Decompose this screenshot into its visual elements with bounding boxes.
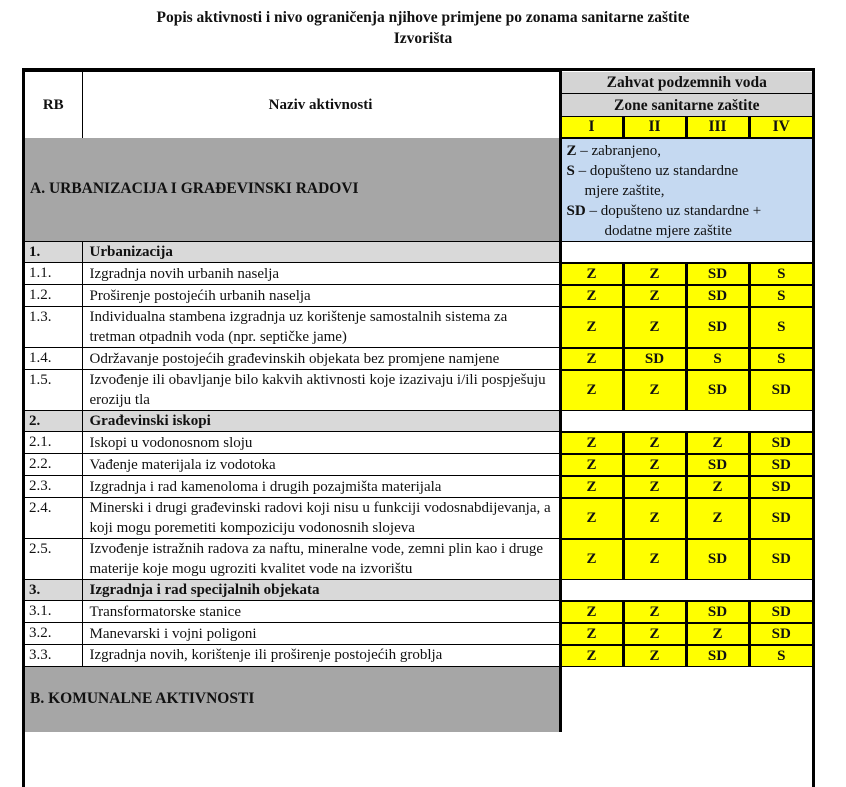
header-activity-name: Naziv aktivnosti [82,72,560,138]
zone-ii-value: Z [623,285,686,307]
row-number: 2.3. [25,476,82,498]
table-row [25,348,812,370]
zone-i-value: Z [560,432,623,454]
zone-iv-value: SD [749,454,812,476]
header-groundwater-intake: Zahvat podzemnih voda [560,72,812,94]
row-number: 2.1. [25,432,82,454]
group-title: Građevinski iskopi [82,411,560,432]
group-number: 3. [25,580,82,601]
activity-name: Izvođenje istražnih radova za naftu, mineralne vode, zemni plin kao i druge materije koje mogu ugroziti kvalitet vode na izvorištu [82,539,560,580]
group-blank-cell [560,242,812,263]
row-number: 1.4. [25,348,82,370]
zone-i-value: Z [560,601,623,623]
header-zone-ii: II [623,116,686,137]
row-number: 1.2. [25,285,82,307]
activity-name: Izgradnja novih, korištenje ili proširenje postojećih groblja [82,645,560,667]
legend-sd-text-cont: dodatne mjere zaštite [604,222,732,239]
zone-iii-value: SD [686,645,749,667]
legend-s-text-cont: mjere zaštite, [584,182,665,199]
zone-ii-value: Z [623,370,686,411]
activity-name: Manevarski i vojni poligoni [82,623,560,645]
zone-iii-value: SD [686,307,749,348]
group-title: Izgradnja i rad specijalnih objekata [82,580,560,601]
group-number: 1. [25,242,82,263]
legend-s-text: – dopušteno uz standardne [574,162,739,179]
section-b-row [25,666,812,732]
zone-iii-value: S [686,348,749,370]
zone-i-value: Z [560,454,623,476]
section-a-heading: A. URBANIZACIJA I GRAĐEVINSKI RADOVI [25,138,560,242]
restrictions-table [25,71,812,732]
zone-iii-value: SD [686,370,749,411]
row-number: 3.1. [25,601,82,623]
zone-iv-value: S [749,645,812,667]
zone-i-value: Z [560,498,623,539]
zone-iii-value: Z [686,623,749,645]
zone-i-value: Z [560,370,623,411]
group-blank-cell [560,580,812,601]
zone-iv-value: S [749,348,812,370]
zone-ii-value: Z [623,454,686,476]
activity-name: Izgradnja novih urbanih naselja [82,263,560,285]
row-number: 1.3. [25,307,82,348]
section-b-blank-cell [560,666,812,732]
document-title [0,7,846,49]
group-row [25,242,812,263]
table-row [25,645,812,667]
zone-i-value: Z [560,476,623,498]
zone-iv-value: SD [749,539,812,580]
legend-sd-text: – dopušteno uz standardne + [585,202,762,219]
row-number: 2.4. [25,498,82,539]
group-row [25,580,812,601]
table-row [25,539,812,580]
table-row [25,432,812,454]
legend-z-text: – zabranjeno, [576,142,662,159]
zone-i-value: Z [560,348,623,370]
row-number: 1.1. [25,263,82,285]
table-row [25,263,812,285]
zone-ii-value: Z [623,263,686,285]
group-blank-cell [560,411,812,432]
zone-iii-value: Z [686,476,749,498]
zone-ii-value: Z [623,539,686,580]
activity-name: Minerski i drugi građevinski radovi koji nisu u funkciji vodosnabdijevanja, a koji mogu poremetiti kompoziciju vodonosnih slojeva [82,498,560,539]
table-row [25,307,812,348]
row-number: 2.2. [25,454,82,476]
header-zone-iv: IV [749,116,812,137]
zone-ii-value: SD [623,348,686,370]
zone-iv-value: SD [749,498,812,539]
activity-name: Izvođenje ili obavljanje bilo kakvih aktivnosti koje izazivaju i/ili pospješuju eroziju tla [82,370,560,411]
zone-iv-value: S [749,307,812,348]
zone-ii-value: Z [623,498,686,539]
zone-iii-value: SD [686,263,749,285]
header-zone-iii: III [686,116,749,137]
zone-i-value: Z [560,645,623,667]
zone-iv-value: SD [749,476,812,498]
zone-i-value: Z [560,285,623,307]
zone-ii-value: Z [623,623,686,645]
header-sanitary-zones: Zone sanitarne zaštite [560,94,812,116]
zone-ii-value: Z [623,601,686,623]
zone-i-value: Z [560,539,623,580]
zone-ii-value: Z [623,645,686,667]
title-line-1: Popis aktivnosti i nivo ograničenja njihove primjene po zonama sanitarne zaštite [156,9,690,26]
restrictions-table-container [22,68,815,787]
group-number: 2. [25,411,82,432]
table-row [25,476,812,498]
row-number: 3.2. [25,623,82,645]
table-row [25,370,812,411]
header-rb: RB [25,72,82,138]
row-number: 1.5. [25,370,82,411]
table-row [25,285,812,307]
table-row [25,623,812,645]
zone-i-value: Z [560,263,623,285]
table-row [25,601,812,623]
zone-iii-value: SD [686,454,749,476]
row-number: 2.5. [25,539,82,580]
activity-name: Iskopi u vodonosnom sloju [82,432,560,454]
zone-iii-value: SD [686,601,749,623]
activity-name: Izgradnja i rad kamenoloma i drugih pozajmišta materijala [82,476,560,498]
zone-ii-value: Z [623,432,686,454]
legend [560,138,812,242]
zone-ii-value: Z [623,476,686,498]
legend-s-key: S [566,162,575,179]
zone-iv-value: SD [749,370,812,411]
zone-iv-value: SD [749,432,812,454]
activity-name: Individualna stambena izgradnja uz korištenje samostalnih sistema za tretman otpadnih voda (npr. septičke jame) [82,307,560,348]
zone-i-value: Z [560,307,623,348]
zone-iv-value: SD [749,601,812,623]
zone-iii-value: SD [686,285,749,307]
group-row [25,411,812,432]
table-row [25,498,812,539]
activity-name: Proširenje postojećih urbanih naselja [82,285,560,307]
group-title: Urbanizacija [82,242,560,263]
title-line-2: Izvorišta [393,30,453,47]
activity-name: Održavanje postojećih građevinskih objekata bez promjene namjene [82,348,560,370]
activity-name: Vađenje materijala iz vodotoka [82,454,560,476]
header-zone-i: I [560,116,623,137]
table-row [25,454,812,476]
zone-iv-value: S [749,285,812,307]
zone-i-value: Z [560,623,623,645]
zone-iv-value: SD [749,623,812,645]
legend-sd-key: SD [566,202,586,219]
zone-ii-value: Z [623,307,686,348]
row-number: 3.3. [25,645,82,667]
legend-z-key: Z [566,142,577,159]
zone-iii-value: Z [686,432,749,454]
activity-name: Transformatorske stanice [82,601,560,623]
zone-iii-value: SD [686,539,749,580]
zone-iii-value: Z [686,498,749,539]
zone-iv-value: S [749,263,812,285]
section-b-heading: B. KOMUNALNE AKTIVNOSTI [25,666,560,732]
